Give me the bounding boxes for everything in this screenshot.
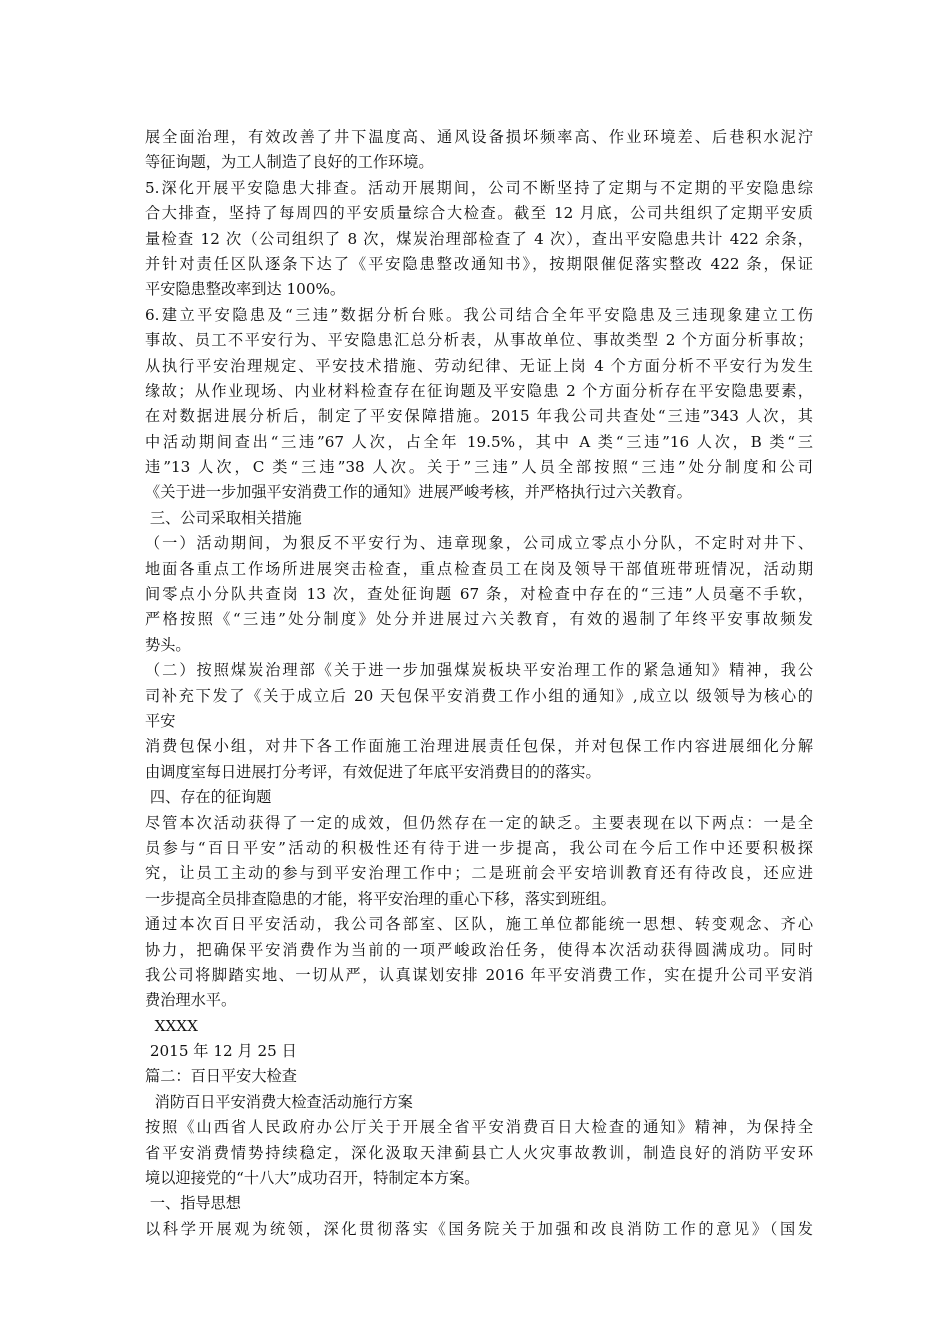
document-line: 从执行平安治理规定、平安技术措施、劳动纪律、无证上岗 4 个方面分析不平安行为发生 — [145, 356, 813, 375]
document-line: 三、公司采取相关措施 — [145, 508, 302, 527]
document-line: 境以迎接党的“十八大”成功召开，特制定本方案。 — [145, 1169, 480, 1188]
document-line: 协力，把确保平安消费作为当前的一项严峻政治任务，使得本次活动获得圆满成功。同时 — [145, 940, 813, 959]
document-line: XXXX — [145, 1016, 198, 1035]
document-line: 篇二：百日平安大检查 — [145, 1067, 297, 1086]
document-line: 6.建立平安隐患及“三违”数据分析台账。我公司结合全年平安隐患及三违现象建立工伤 — [145, 305, 813, 324]
document-line: 并针对责任区队逐条下达了《平安隐患整改通知书》，按期限催促落实整改 422 条，保证 — [145, 254, 813, 273]
document-line: 5.深化开展平安隐患大排查。活动开展期间，公司不断坚持了定期与不定期的平安隐患综 — [145, 178, 813, 197]
document-line: （一）活动期间，为狠反不平安行为、违章现象，公司成立零点小分队，不定时对井下、 — [145, 534, 813, 553]
document-line: 势头。 — [145, 635, 191, 654]
document-line: 展全面治理，有效改善了井下温度高、通风设备损坏频率高、作业环境差、后巷积水泥泞 — [145, 128, 813, 146]
document-line: 究，让员工主动的参与到平安治理工作中；二是班前会平安培训教育还有待改良，还应进 — [145, 864, 813, 883]
document-line: 违”13 人次，C 类“三违”38 人次。关于”三违”人员全部按照“三违”处分制度和公司 — [145, 458, 813, 477]
document-line: 按照《山西省人民政府办公厅关于开展全省平安消费百日大检查的通知》精神，为保持全 — [145, 1118, 813, 1137]
document-line: 由调度室每日进展打分考评，有效促进了年底平安消费目的的落实。 — [145, 762, 601, 781]
document-line: 消费包保小组，对井下各工作面施工治理进展责任包保，并对包保工作内容进展细化分解 — [145, 737, 813, 756]
document-line: 平安 — [145, 711, 176, 730]
document-line: 事故、员工不平安行为、平安隐患汇总分析表，从事故单位、事故类型 2 个方面分析事故； — [145, 331, 813, 350]
document-line: 尽管本次活动获得了一定的成效，但仍然存在一定的缺乏。主要表现在以下两点：一是全 — [145, 813, 813, 832]
document-line: 合大排查，坚持了每周四的平安质量综合大检查。截至 12 月底，公司共组织了定期平安质 — [145, 204, 813, 223]
document-line: 费治理水平。 — [145, 991, 237, 1010]
document-page — [145, 125, 813, 1242]
document-line: 2015 年 12 月 25 日 — [145, 1042, 297, 1061]
document-line: 量检查 12 次（公司组织了 8 次，煤炭治理部检查了 4 次），查出平安隐患共计 422 余条， — [145, 229, 813, 248]
document-line: 中活动期间查出“三违”67 人次，占全年 19.5%，其中 A 类“三违”16 人次，B 类“三 — [145, 432, 813, 451]
document-line: 间零点小分队共查岗 13 次，查处征询题 67 条，对检查中存在的“三违”人员毫不手软， — [145, 585, 813, 604]
document-line: 省平安消费情势持续稳定，深化汲取天津蓟县亡人火灾事故教训，制造良好的消防平安环 — [145, 1143, 813, 1162]
document-line: 在对数据进展分析后，制定了平安保障措施。2015 年我公司共查处“三违”343 人次，其 — [145, 407, 813, 426]
document-line: 《关于进一步加强平安消费工作的通知》进展严峻考核，并严格执行过六关教育。 — [145, 483, 692, 502]
document-line: 员参与“百日平安”活动的积极性还有待于进一步提高，我公司在今后工作中还要积极探 — [145, 838, 813, 857]
document-line: 一、指导思想 — [145, 1194, 241, 1213]
document-line: 消防百日平安消费大检查活动施行方案 — [145, 1092, 413, 1111]
document-line: 地面各重点工作场所进展突击检查，重点检查员工在岗及领导干部值班带班情况，活动期 — [145, 559, 813, 578]
document-line: 缘故；从作业现场、内业材料检查存在征询题及平安隐患 2 个方面分析存在平安隐患要素， — [145, 381, 813, 400]
document-line: （二）按照煤炭治理部《关于进一步加强煤炭板块平安治理工作的紧急通知》精神，我公 — [145, 661, 813, 680]
document-line: 我公司将脚踏实地、一切从严，认真谋划安排 2016 年平安消费工作，实在提升公司平安消 — [145, 965, 813, 984]
document-line: 通过本次百日平安活动，我公司各部室、区队，施工单位都能统一思想、转变观念、齐心 — [145, 915, 813, 934]
document-line: 严格按照《“三违”处分制度》处分并进展过六关教育，有效的遏制了年终平安事故频发 — [145, 610, 813, 629]
document-line: 司补充下发了《关于成立后 20 天包保平安消费工作小组的通知》,成立以 级领导为核心的 — [145, 686, 813, 705]
document-line: 以科学开展观为统领，深化贯彻落实《国务院关于加强和改良消防工作的意见》（国发 — [145, 1219, 813, 1238]
document-line: 一步提高全员排查隐患的才能，将平安治理的重心下移，落实到班组。 — [145, 889, 616, 908]
document-line: 等征询题，为工人制造了良好的工作环境。 — [145, 153, 434, 172]
document-line: 四、存在的征询题 — [145, 788, 272, 807]
document-line: 平安隐患整改率到达 100%。 — [145, 280, 346, 299]
